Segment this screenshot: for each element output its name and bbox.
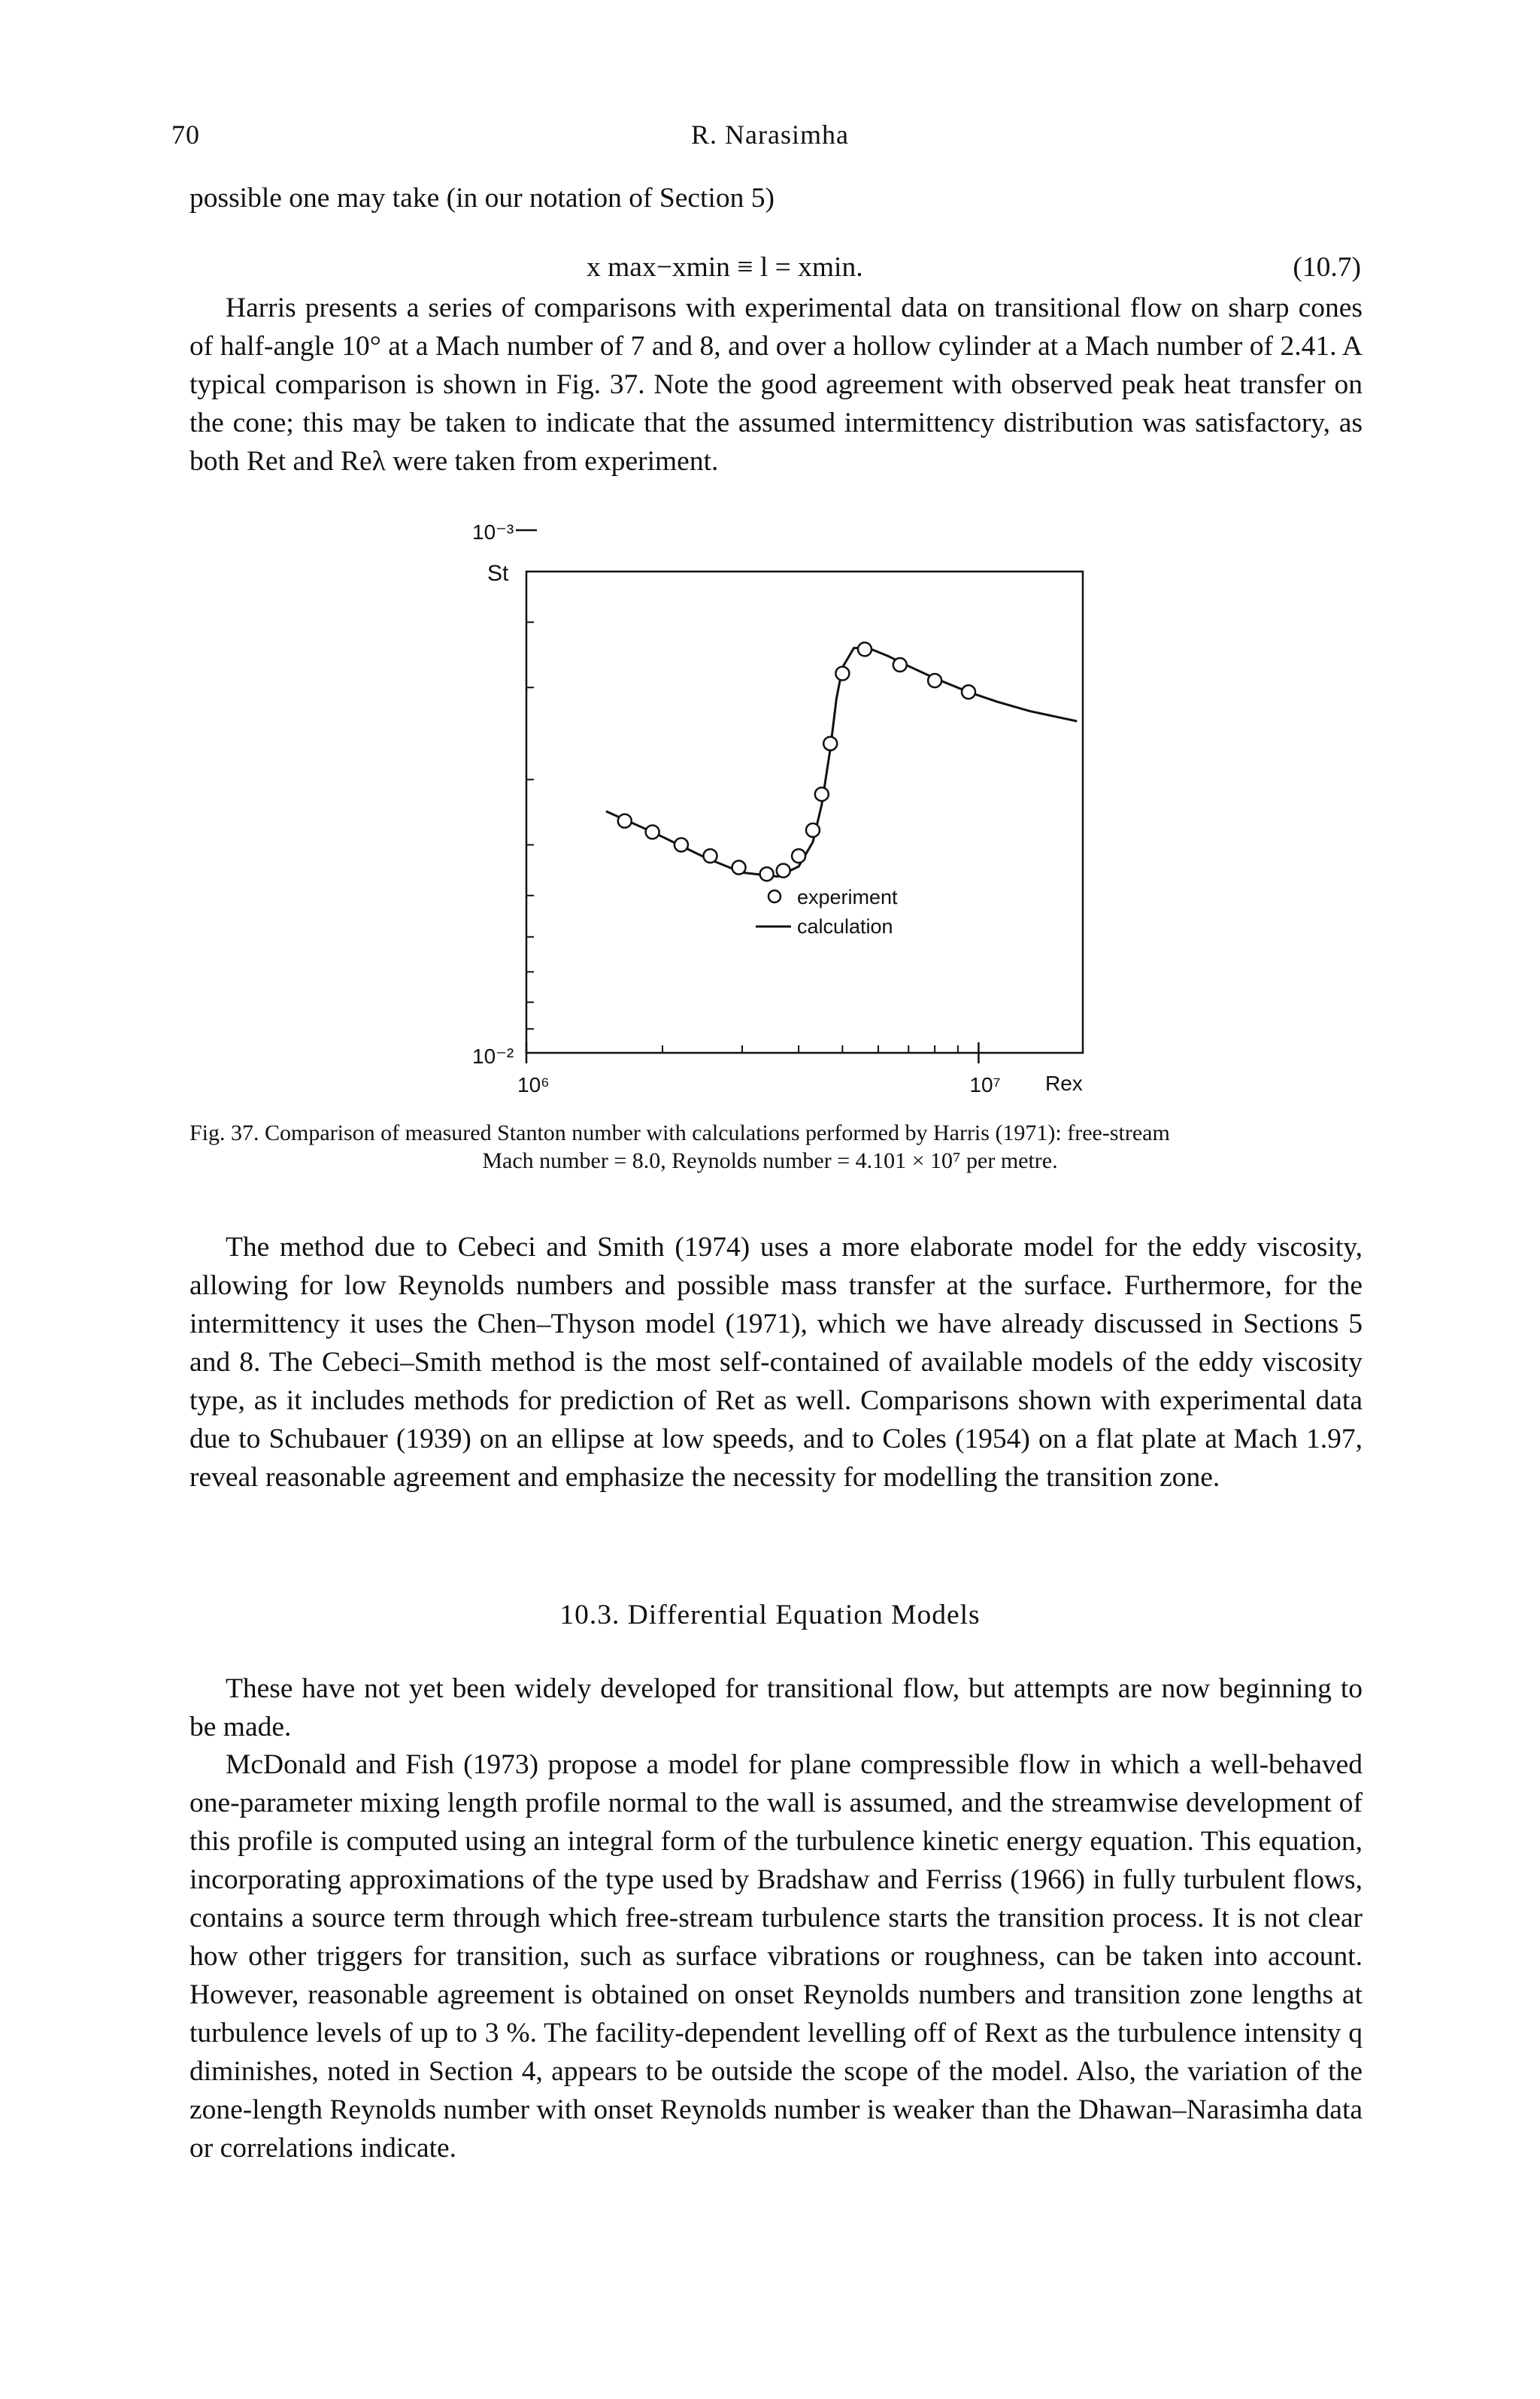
paragraph-3-text: These have not yet been widely developed for transitional flow, but attempts are now beginning to be made. [189, 1673, 1363, 1742]
legend-marker-circle [768, 890, 781, 902]
chart-ticks [516, 530, 978, 1063]
experiment-point [858, 642, 872, 656]
chart-labels [472, 520, 1083, 1096]
running-head-author: R. Narasimha [691, 120, 849, 150]
chart-points [618, 642, 975, 881]
figure-caption-line1: Fig. 37. Comparison of measured Stanton number with calculations performed by Harris (1971): free-stream [189, 1121, 1170, 1145]
figure-caption-line2: Mach number = 8.0, Reynolds number = 4.101 × 10⁷ per metre. [482, 1148, 1058, 1173]
paragraph-4 [189, 1745, 1363, 2167]
y-axis-label: St [487, 561, 509, 586]
paragraph-1-text: Harris presents a series of comparisons with experimental data on transitional flow on sharp cones of half-angle 10° at a Mach number of 7 and 8, and over a hollow cylinder at a Mach number of 2.41. A typical comparison is shown in Fig. 37. Note the good agreement with observed peak heat transfer on the cone; this may be taken to indicate that the assumed intermittency distribution was satisfactory, as both Ret and Reλ were taken from experiment. [189, 293, 1363, 477]
stanton-chart [421, 520, 1098, 1105]
y-tick-label-1e-2: 10⁻² [472, 1045, 514, 1068]
experiment-point [806, 823, 820, 837]
legend-label-experiment: experiment [797, 886, 898, 908]
experiment-point [777, 864, 790, 878]
x-tick-label-1e7: 10⁷ [969, 1073, 1001, 1096]
figure-caption [189, 1118, 1363, 1148]
legend-label-calculation: calculation [797, 915, 893, 938]
paragraph-2 [189, 1228, 1363, 1497]
experiment-point [835, 667, 849, 681]
experiment-point [962, 685, 975, 699]
experiment-point [792, 849, 805, 863]
experiment-point [646, 825, 659, 839]
paragraph-2-text: The method due to Cebeci and Smith (1974) uses a more elaborate model for the eddy viscosity, allowing for low Reynolds numbers and possible mass transfer at the surface. Furthermore, for the intermittency it uses the Chen–Thyson model (1971), which we have already discussed in Sections 5 and 8. The Cebeci–Smith method is the most self-contained of available models of the eddy viscosity type, as it includes methods for prediction of Ret as well. Comparisons shown with experimental data due to Schubauer (1939) on an ellipse at low speeds, and to Coles (1954) on a flat plate at Mach 1.97, reveal reasonable agreement and emphasize the necessity for modelling the transition zone. [189, 1232, 1363, 1493]
experiment-point [823, 737, 837, 751]
paragraph-3 [189, 1670, 1363, 1746]
experiment-point [760, 867, 774, 881]
section-title: 10.3. Differential Equation Models [559, 1600, 981, 1630]
x-axis-label: Rex [1045, 1072, 1083, 1095]
paragraph-1 [189, 289, 1363, 481]
experiment-point [675, 838, 688, 851]
chart-legend [756, 886, 898, 938]
equation-number: (10.7) [1293, 252, 1361, 283]
figure-37 [421, 520, 1098, 1105]
intro-line-text: possible one may take (in our notation of Section 5) [189, 183, 775, 214]
x-tick-label-1e6: 10⁶ [517, 1073, 550, 1096]
experiment-point [618, 814, 632, 828]
equation: x max−xmin ≡ l = xmin. [587, 252, 863, 283]
page-number: 70 [171, 120, 200, 150]
y-tick-label-1e-3: 10⁻³ [472, 520, 514, 544]
intro-line [189, 179, 1363, 217]
experiment-point [703, 849, 717, 863]
experiment-point [732, 861, 746, 875]
experiment-point [815, 787, 829, 801]
experiment-point [893, 658, 907, 672]
paragraph-4-text: McDonald and Fish (1973) propose a model for plane compressible flow in which a well-behaved one-parameter mixing length profile normal to the wall is assumed, and the streamwise development of this profile is computed using an integral form of the turbulence kinetic energy equation. This equation, incorporating approximations of the type used by Bradshaw and Ferriss (1966) in fully turbulent flows, contains a source term through which free-stream turbulence starts the transition process. It is not clear how other triggers for transition, such as surface vibrations or roughness, can be taken into account. However, reasonable agreement is obtained on onset Reynolds numbers and transition zone lengths at turbulence levels of up to 3 %. The facility-dependent levelling off of Rext as the turbulence intensity q diminishes, noted in Section 4, appears to be outside the scope of the model. Also, the variation of the zone-length Reynolds number with onset Reynolds number is weaker than the Dhawan–Narasimha data or correlations indicate. [189, 1749, 1363, 2164]
experiment-point [928, 674, 941, 687]
